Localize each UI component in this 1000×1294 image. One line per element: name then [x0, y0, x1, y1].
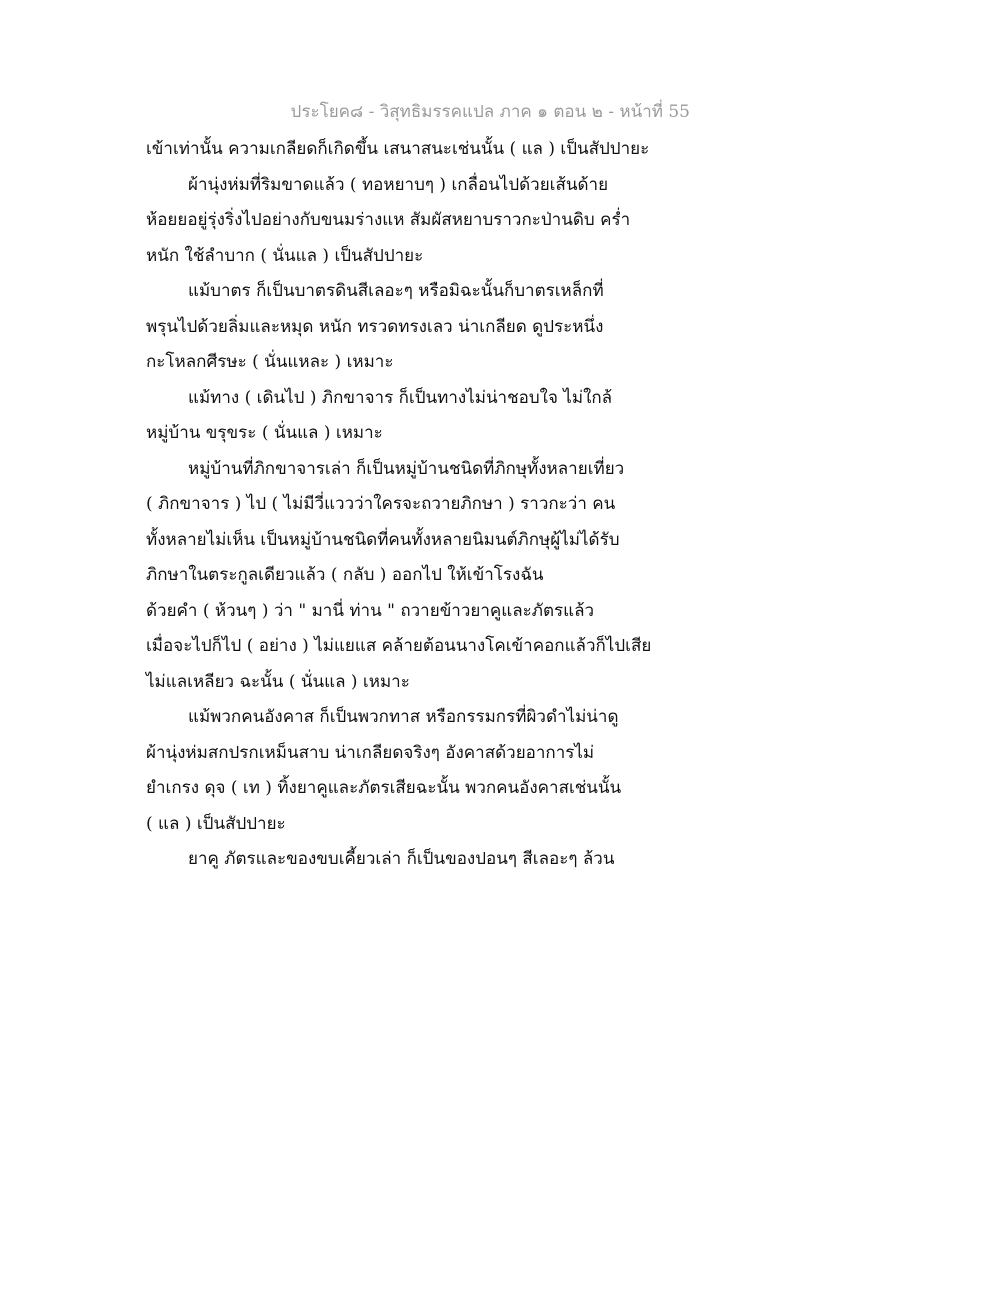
text-line: หมู่บ้าน ขรุขระ ( นั่นแล ) เหมาะ	[146, 423, 383, 443]
text-line: ห้อยยอยู่รุ่งริ่งไปอย่างกับขนมร่างแห สัมผัสหยาบราวกะป่านดิบ คร่ำ	[146, 210, 631, 230]
text-line: ไม่แลเหลียว ฉะนั้น ( นั่นแล ) เหมาะ	[146, 671, 410, 692]
text-line: ทั้งหลายไม่เห็น เป็นหมู่บ้านชนิดที่คนทั้งหลายนิมนต์ภิกษุผู้ไม่ได้รับ	[146, 529, 620, 550]
body-text	[146, 132, 686, 878]
text-line: แม้ทาง ( เดินไป ) ภิกขาจาร ก็เป็นทางไม่น่าชอบใจ ไม่ใกล้	[188, 387, 613, 408]
text-line: ผ้านุ่งห่มที่ริมขาดแล้ว ( ทอหยาบๆ ) เกลื่อนไปด้วยเส้นด้าย	[188, 174, 609, 195]
text-line: ( ภิกขาจาร ) ไป ( ไม่มีวี่แววว่าใครจะถวายภิกษา ) ราวกะว่า คน	[146, 494, 616, 514]
text-line: หนัก ใช้ลำบาก ( นั่นแล ) เป็นสัปปายะ	[146, 245, 424, 266]
text-line: ( แล ) เป็นสัปปายะ	[146, 813, 286, 834]
text-line: ภิกษาในตระกูลเดียวแล้ว ( กลับ ) ออกไป ให้เข้าโรงฉัน	[146, 565, 544, 585]
text-line: แม้บาตร ก็เป็นบาตรดินสีเลอะๆ หรือมิฉะนั้นก็บาตรเหล็กที่	[188, 281, 604, 301]
text-line: ผ้านุ่งห่มสกปรกเหม็นสาบ น่าเกลียดจริงๆ อังคาสด้วยอาการไม่	[146, 742, 595, 763]
text-line: กะโหลกศีรษะ ( นั่นแหละ ) เหมาะ	[146, 352, 394, 372]
text-line: ยาคู ภัตรและของขบเคี้ยวเล่า ก็เป็นของปอนๆ สีเลอะๆ ล้วน	[188, 849, 615, 869]
text-line: ด้วยคำ ( ห้วนๆ ) ว่า " มานี่ ท่าน " ถวายข้าวยาคูและภัตรแล้ว	[146, 600, 595, 621]
text-line: แม้พวกคนอังคาส ก็เป็นพวกทาส หรือกรรมกรที่ผิวดำไม่น่าดู	[188, 707, 619, 727]
text-line: เข้าเท่านั้น ความเกลียดก็เกิดขึ้น เสนาสนะเช่นนั้น ( แล ) เป็นสัปปายะ	[146, 139, 650, 159]
text-line: ยำเกรง ดุจ ( เท ) ทิ้งยาคูและภัตรเสียฉะนั้น พวกคนอังคาสเช่นนั้น	[146, 778, 622, 798]
text-line: พรุนไปด้วยลิ่มและหมุด หนัก ทรวดทรงเลว น่าเกลียด ดูประหนึ่ง	[146, 316, 604, 337]
text-line: หมู่บ้านที่ภิกขาจารเล่า ก็เป็นหมู่บ้านชนิดที่ภิกษุทั้งหลายเที่ยว	[188, 458, 625, 479]
page-header: ประโยค๘ - วิสุทธิมรรคแปล ภาค ๑ ตอน ๒ - หน้าที่ 55	[290, 102, 690, 122]
text-line: เมื่อจะไปก็ไป ( อย่าง ) ไม่แยแส คล้ายต้อนนางโคเข้าคอกแล้วก็ไปเสีย	[146, 636, 652, 656]
